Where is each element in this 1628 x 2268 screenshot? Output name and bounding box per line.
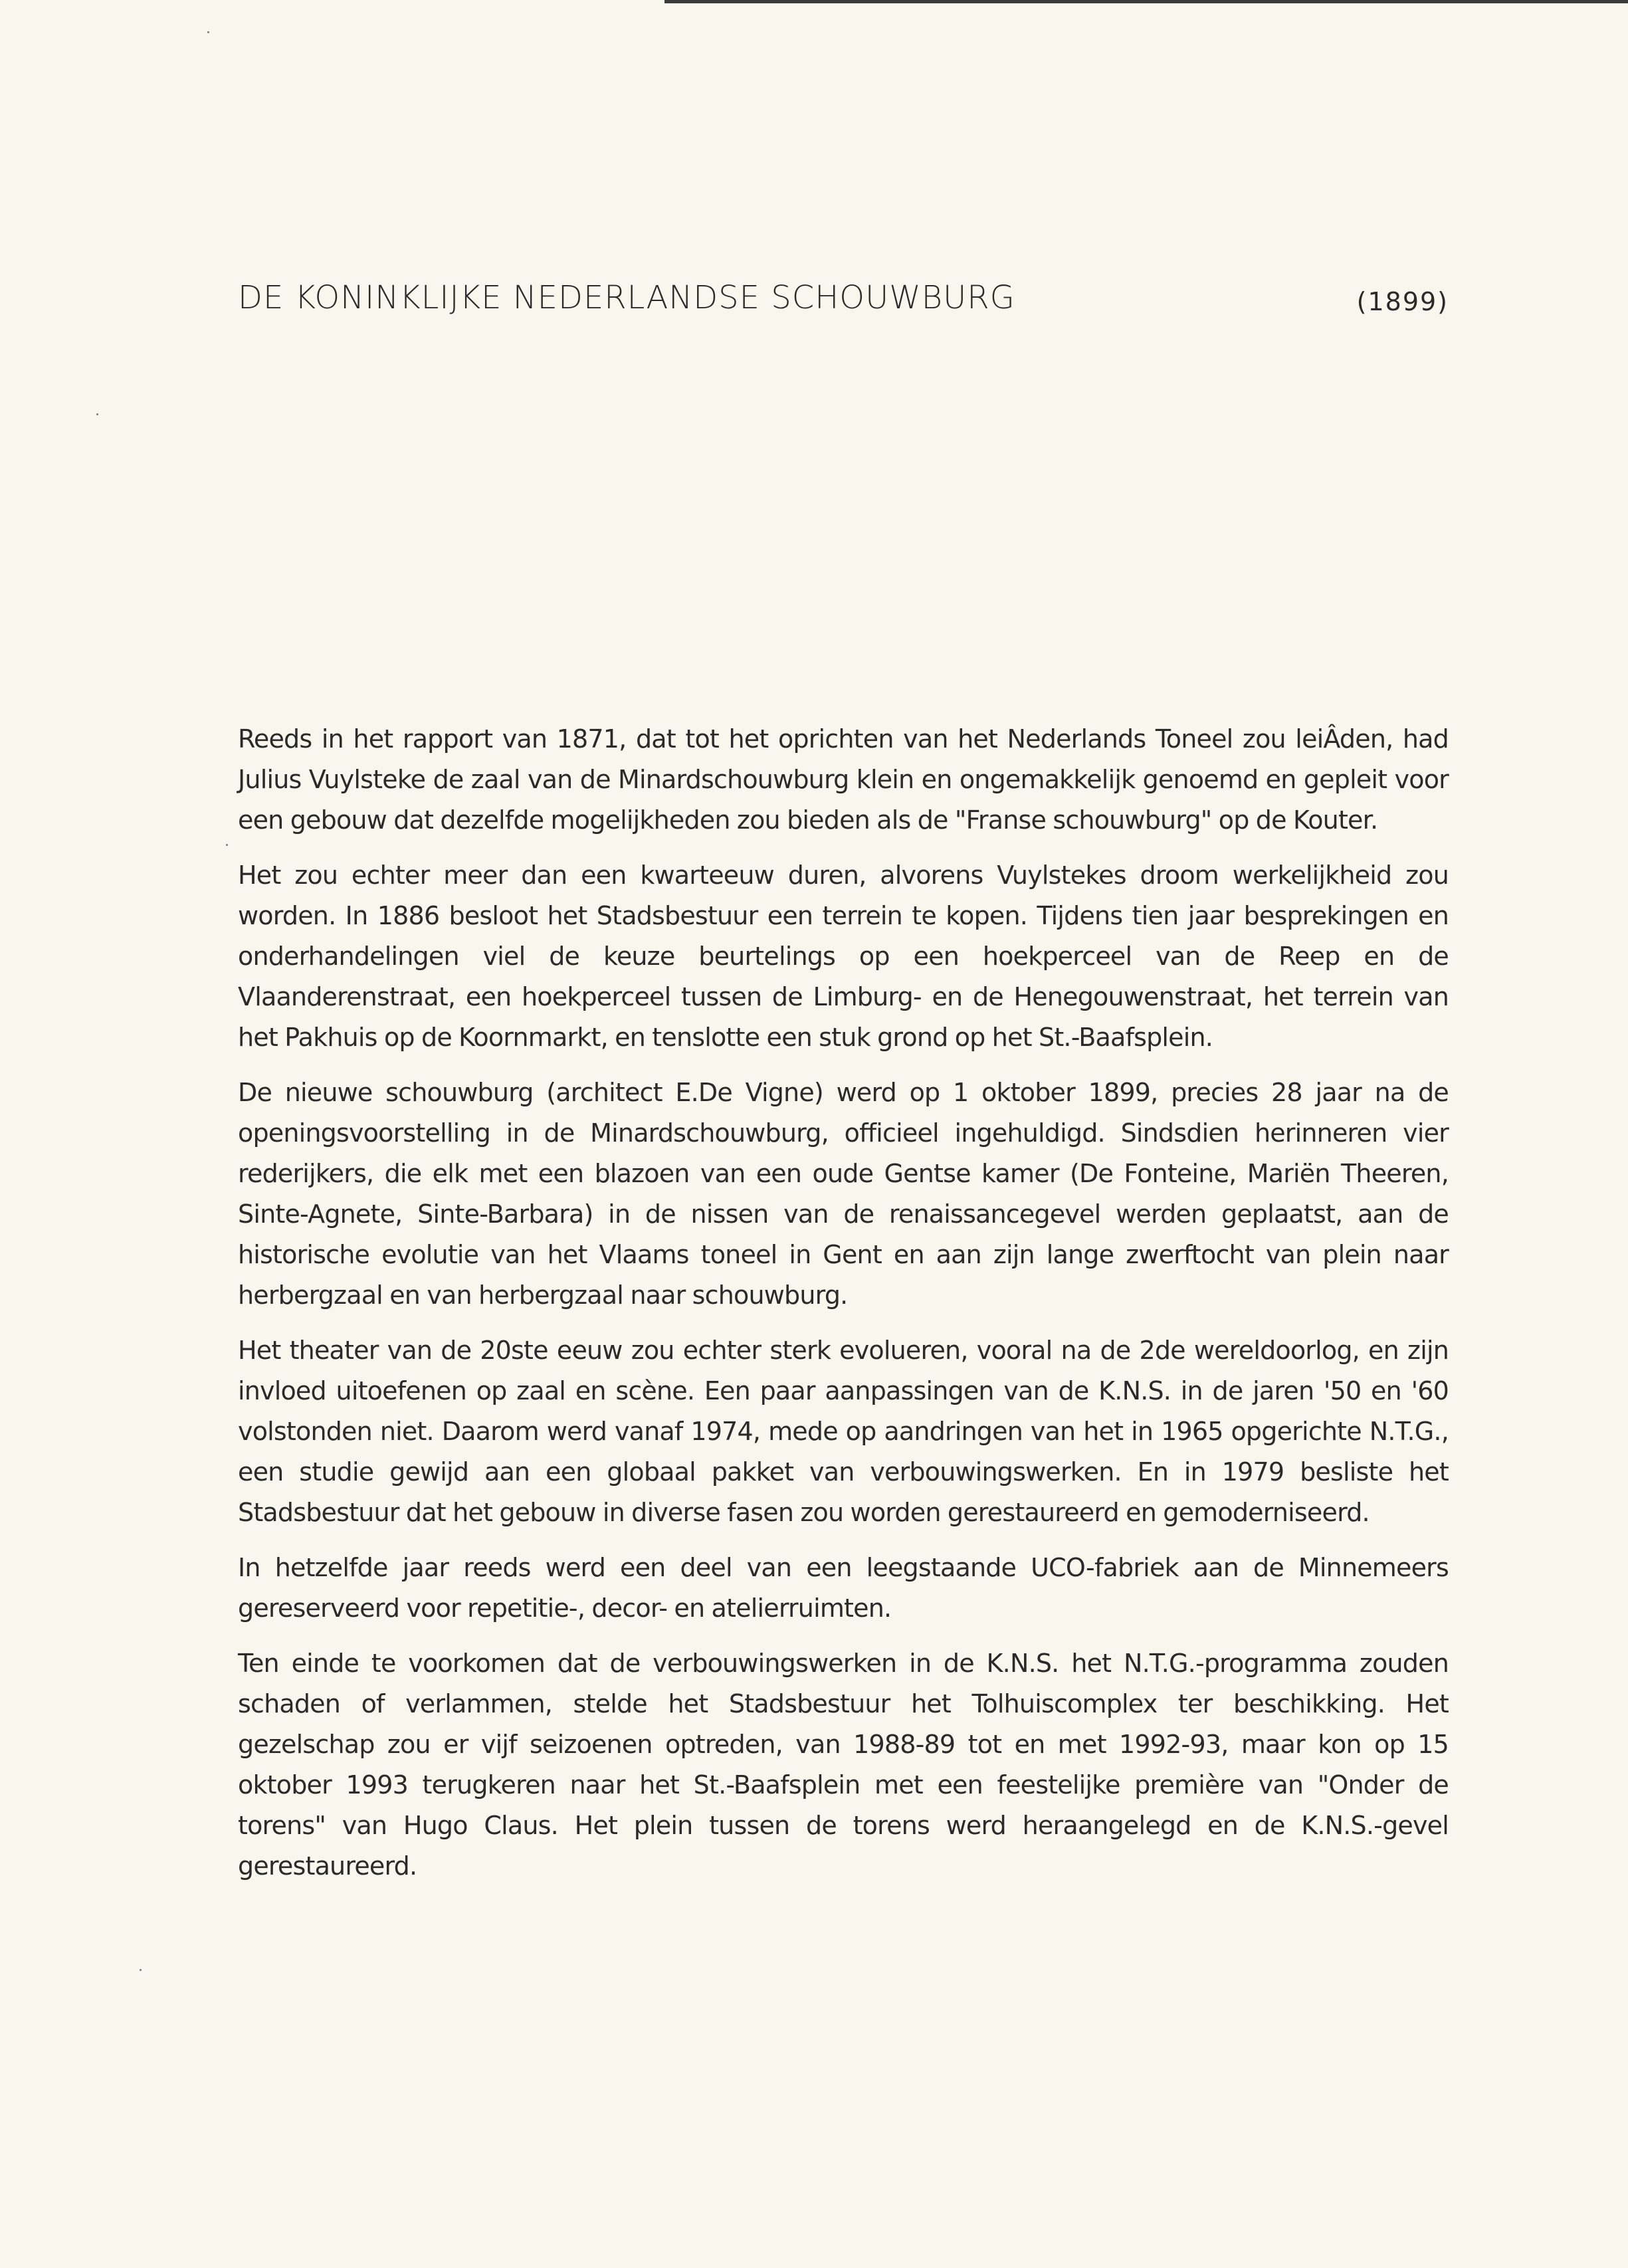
paper-speck	[96, 413, 98, 415]
page-header	[238, 279, 1449, 326]
paragraph-5: In hetzelfde jaar reeds werd een deel van een leegstaande UCO-fabriek aan de Minnemeers gereserveerd voor repetitie-, decor- en atelierruimten.	[238, 1553, 1449, 1623]
paragraph-6: Ten einde te voorkomen dat de verbouwingswerken in de K.N.S. het N.T.G.-programma zouden schaden of verlammen, stelde het Stadsbestuur het Tolhuiscomplex ter beschikking. Het gezelschap zou er vijf seizoenen optreden, van 1988-89 tot en met 1992-93, maar kon op 15 oktober 1993 terugkeren naar het St.-Baafsplein met een feestelijke première van "Onder de torens" van Hugo Claus. Het plein tussen de torens werd heraangelegd en de K.N.S.-gevel gerestaureerd.	[238, 1649, 1449, 1881]
page-year: (1899)	[1356, 287, 1449, 316]
paragraph-3: De nieuwe schouwburg (architect E.De Vigne) werd op 1 oktober 1899, precies 28 jaar na de openingsvoorstelling in de Minardschouwburg, officieel ingehuldigd. Sindsdien herinneren vier rederijkers, die elk met een blazoen van een oude Gentse kamer (De Fonteine, Mariën Theeren, Sinte-Agnete, Sinte-Barbara) in de nissen van de renaissancegevel werden geplaatst, aan de historische evolutie van het Vlaams toneel in Gent en aan zijn lange zwerftocht van plein naar herbergzaal en van herbergzaal naar schouwburg.	[238, 1078, 1449, 1310]
page-title: DE KONINKLIJKE NEDERLANDSE SCHOUWBURG	[238, 279, 1015, 316]
paper-speck	[226, 844, 228, 846]
paper-speck	[140, 1969, 142, 1971]
paragraph-4: Het theater van de 20ste eeuw zou echter sterk evolueren, vooral na de 2de wereldoorlog, en zijn invloed uitoefenen op zaal en scène. Een paar aanpassingen van de K.N.S. in de jaren '50 en '60 volstonden niet. Daarom werd vanaf 1974, mede op aandringen van het in 1965 opgerichte N.T.G., een studie gewijd aan een globaal pakket van verbouwingswerken. En in 1979 besliste het Stadsbestuur dat het gebouw in diverse fasen zou worden gerestaureerd en gemoderniseerd.	[238, 1336, 1449, 1527]
body-text	[238, 719, 1449, 1901]
paragraph-1: Reeds in het rapport van 1871, dat tot het oprichten van het Nederlands Toneel zou leiÂden, had Julius Vuylsteke de zaal van de Minardschouwburg klein en ongemakkelijk genoemd en gepleit voor een gebouw dat dezelfde mogelijkheden zou bieden als de "Franse schouwburg" op de Kouter.	[238, 724, 1449, 835]
paragraph-2: Het zou echter meer dan een kwarteeuw duren, alvorens Vuylstekes droom werkelijkheid zou worden. In 1886 besloot het Stadsbestuur een terrein te kopen. Tijdens tien jaar besprekingen en onderhandelingen viel de keuze beurtelings op een hoekperceel van de Reep en de Vlaanderenstraat, een hoekperceel tussen de Limburg- en de Henegouwenstraat, het terrein van het Pakhuis op de Koornmarkt, en tenslotte een stuk grond op het St.-Baafsplein.	[238, 861, 1449, 1052]
top-edge-rule	[664, 0, 1628, 3]
paper-speck	[207, 31, 209, 33]
